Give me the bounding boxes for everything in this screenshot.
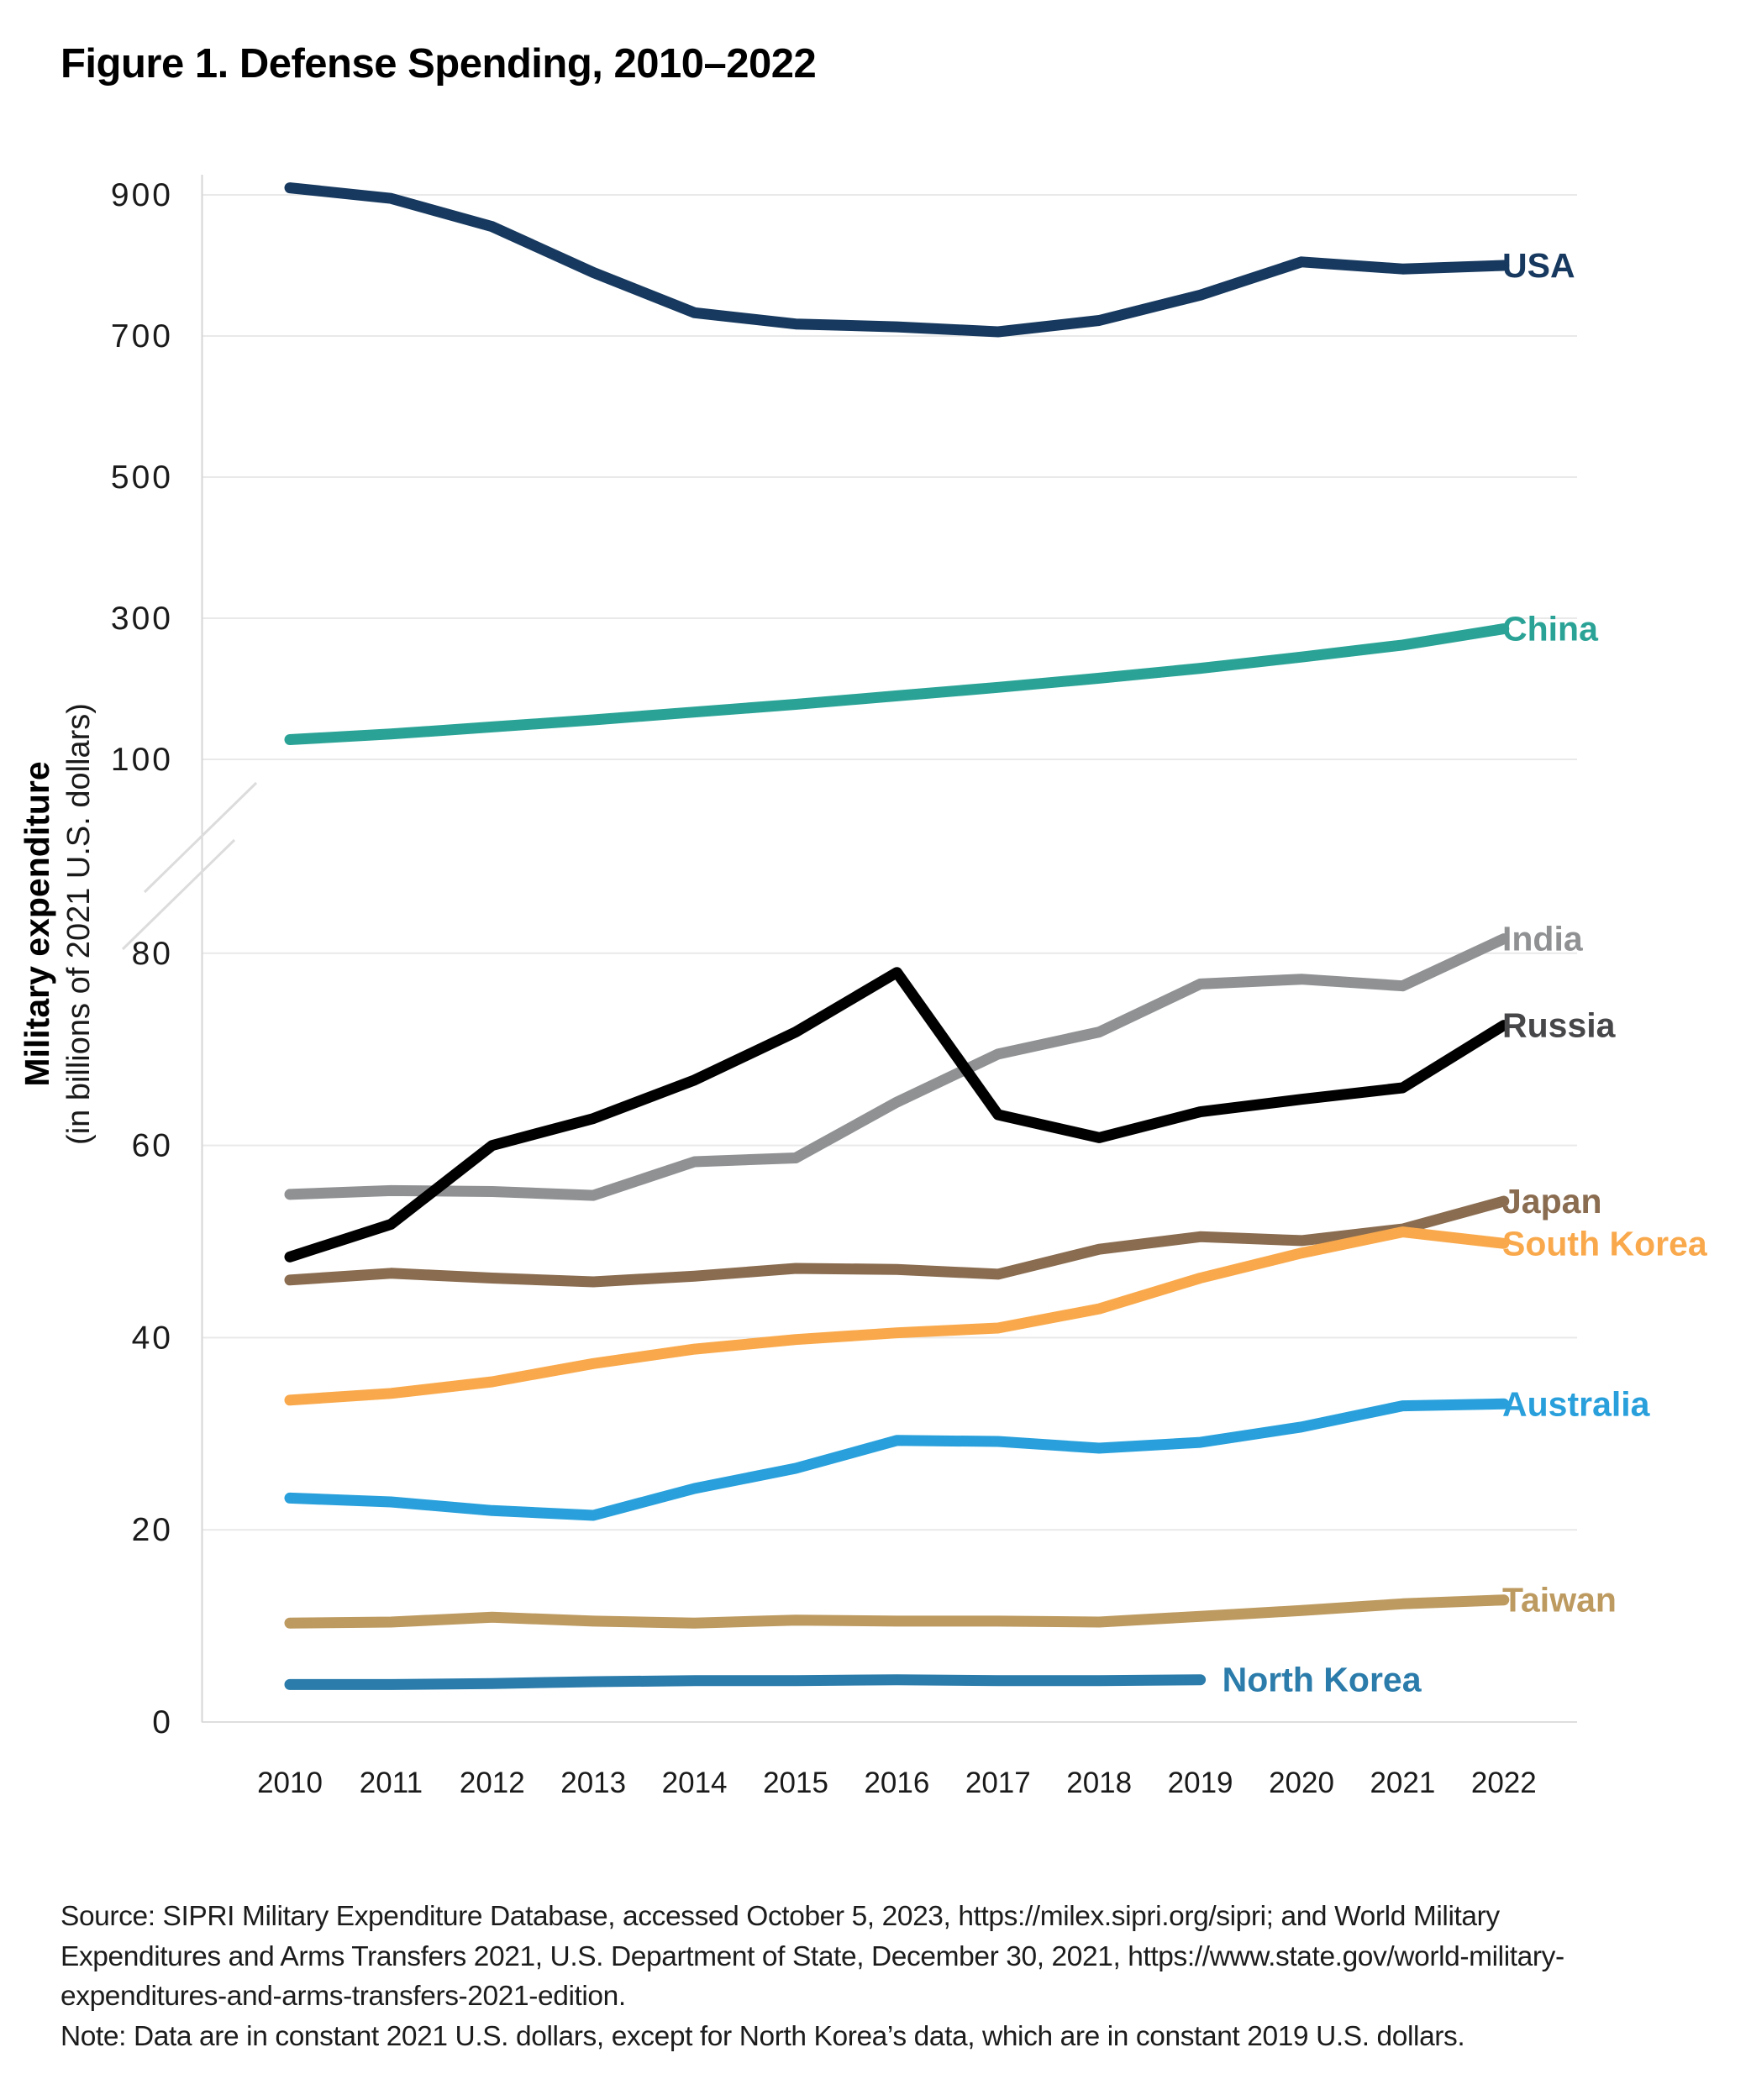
series-label-japan: Japan: [1502, 1181, 1602, 1221]
series-label-india: India: [1502, 919, 1583, 958]
x-axis-tick-label: 2021: [1370, 1767, 1436, 1799]
y-axis-tick-label: 80: [131, 935, 173, 972]
x-axis-tick-label: 2013: [560, 1767, 627, 1799]
series-label-north-korea: North Korea: [1222, 1660, 1422, 1699]
y-axis-subtitle: (in billions of 2021 U.S. dollars): [61, 703, 97, 1145]
y-axis-tick-label: 60: [131, 1127, 173, 1164]
x-axis-tick-label: 2018: [1066, 1767, 1133, 1799]
axis-break-mark: [123, 840, 234, 949]
series-label-south-korea: South Korea: [1502, 1224, 1707, 1263]
x-axis-tick-label: 2012: [459, 1767, 525, 1799]
series-line-russia: [290, 973, 1504, 1257]
x-axis-tick-label: 2022: [1470, 1767, 1537, 1799]
source-line: Source: SIPRI Military Expenditure Database, accessed October 5, 2023, https://milex.sipri.org/sipri; and World Military: [60, 1901, 1500, 1932]
x-axis-tick-label: 2011: [359, 1767, 423, 1799]
y-axis-tick-label: 900: [110, 177, 173, 213]
y-axis-tick-label: 100: [110, 742, 173, 778]
y-axis-title: Military expenditure: [18, 761, 56, 1087]
series-line-north-korea: [290, 1680, 1201, 1685]
y-axis-tick-label: 300: [110, 601, 173, 637]
source-line: Expenditures and Arms Transfers 2021, U.S. Department of State, December 30, 2021, https://www.state.gov/world-military-: [60, 1940, 1564, 1972]
series-line-taiwan: [290, 1600, 1504, 1624]
x-axis-tick-label: 2020: [1269, 1767, 1334, 1799]
series-line-usa: [290, 188, 1504, 332]
y-axis-tick-label: 40: [131, 1320, 173, 1357]
series-label-russia: Russia: [1502, 1005, 1616, 1045]
x-axis-tick-label: 2014: [661, 1767, 728, 1799]
series-label-usa: USA: [1502, 246, 1575, 285]
x-axis-tick-label: 2017: [965, 1767, 1031, 1799]
y-axis-tick-label: 0: [152, 1704, 173, 1740]
series-line-japan: [290, 1201, 1504, 1282]
series-label-china: China: [1502, 609, 1598, 648]
y-axis-tick-label: 20: [131, 1512, 173, 1549]
x-axis-tick-label: 2015: [763, 1767, 828, 1799]
series-line-china: [290, 629, 1504, 740]
y-axis-tick-label: 700: [110, 318, 173, 354]
x-axis-tick-label: 2016: [864, 1767, 930, 1799]
x-axis-tick-label: 2010: [257, 1767, 323, 1799]
x-axis-tick-label: 2019: [1167, 1767, 1233, 1799]
source-note: [60, 1897, 1733, 2056]
figure-title: Figure 1. Defense Spending, 2010–2022: [60, 41, 817, 87]
series-line-australia: [290, 1404, 1504, 1515]
series-line-south-korea: [290, 1232, 1504, 1400]
series-label-australia: Australia: [1502, 1384, 1650, 1424]
source-line: expenditures-and-arms-transfers-2021-edition.: [60, 1981, 626, 2012]
axis-break-mark: [145, 783, 256, 892]
series-label-taiwan: Taiwan: [1502, 1580, 1617, 1620]
y-axis-tick-label: 500: [110, 459, 173, 496]
note-line: Note: Data are in constant 2021 U.S. dollars, except for North Korea’s data, which are in constant 2019 U.S. dollars.: [60, 2020, 1465, 2052]
